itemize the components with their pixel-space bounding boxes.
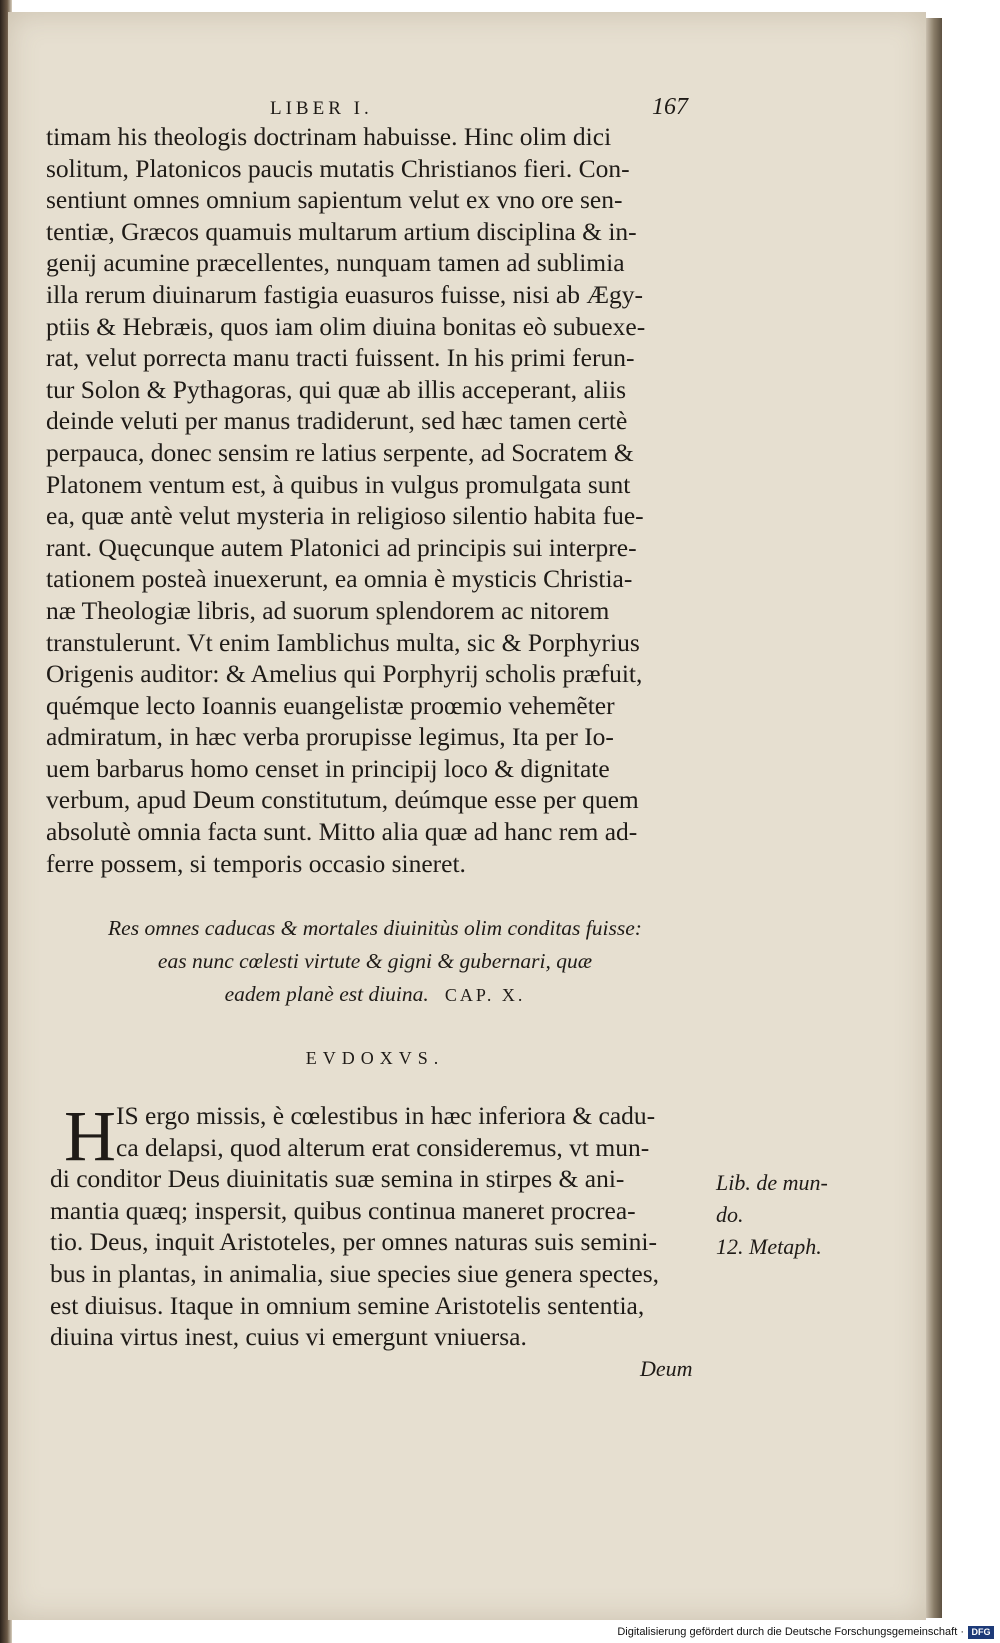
text-line: tationem posteà inuexerunt, ea omnia è mysticis Christia- (46, 564, 633, 594)
text-line: Platonem ventum est, à quibus in vulgus promulgata sunt (46, 469, 631, 499)
chapter-heading (60, 912, 690, 1012)
digitization-footer (617, 1623, 994, 1641)
text-line: rat, velut porrecta manu tracti fuissent. In his primi ferun- (46, 343, 635, 373)
text-line: diuina virtus inest, cuius vi emergunt vniuersa. (50, 1322, 527, 1352)
chapter-number: CAP. X. (444, 985, 526, 1005)
text-line: admiratum, in hæc verba prorupisse legimus, Ita per Io- (46, 722, 614, 752)
dfg-logo-icon: DFG (968, 1626, 994, 1639)
text-line: IS ergo missis, è cœlestibus in hæc inferiora & cadu- (116, 1101, 656, 1130)
marginal-note: Lib. de mun- (716, 1170, 828, 1195)
text-line: deinde veluti per manus tradiderunt, sed hæc tamen certè (46, 406, 628, 436)
text-line: est diuisus. Itaque in omnium semine Aristotelis sententia, (50, 1290, 645, 1320)
text-line: Origenis auditor: & Amelius qui Porphyrij scholis præfuit, (46, 659, 643, 689)
text-line: verbum, apud Deum constitutum, deúmque esse per quem (46, 785, 639, 815)
text-line: quémque lecto Ioannis euangelistæ proœmio vehemẽter (46, 690, 615, 720)
chapter-heading-line-text: eadem planè est diuina. (224, 982, 429, 1006)
text-line: sentiunt omnes omnium sapientum velut ex vno ore sen- (46, 185, 623, 215)
drop-capital: H (64, 1096, 116, 1176)
text-line: mantia quæq; inspersit, quibus continua maneret procrea- (50, 1195, 636, 1225)
text-line: tio. Deus, inquit Aristoteles, per omnes naturas suis semini- (50, 1227, 657, 1257)
text-line: næ Theologiæ libris, ad suorum splendorem ac nitorem (46, 595, 610, 625)
text-line: ea, quæ antè velut mysteria in religioso silentio habita fue- (46, 501, 644, 531)
text-line: illa rerum diuinarum fastigia euasuros fuisse, nisi ab Ægy- (46, 279, 643, 309)
marginal-note: do. (716, 1202, 744, 1227)
page-edge (926, 18, 942, 1618)
text-line: tur Solon & Pythagoras, qui quæ ab illis acceperant, aliis (46, 374, 627, 404)
main-text-block (46, 121, 706, 879)
text-line: ferre possem, si temporis occasio sineret. (46, 848, 466, 878)
text-line: tentiæ, Græcos quamuis multarum artium disciplina & in- (46, 216, 637, 246)
text-line: rant. Quęcunque autem Platonici ad principis sui interpre- (46, 532, 637, 562)
text-line: di conditor Deus diuinitatis suæ semina in stirpes & ani- (50, 1164, 625, 1194)
section-text-block (50, 1096, 710, 1353)
text-line: ca delapsi, quod alterum erat consideremus, vt mun- (116, 1132, 650, 1162)
text-line: solitum, Platonicos paucis mutatis Christianos fieri. Con- (46, 153, 630, 183)
running-head-title: LIBER I. (270, 98, 373, 119)
speaker-name: EVDOXVS. (305, 1048, 445, 1068)
page-number: 167 (652, 94, 688, 120)
text-line: bus in plantas, in animalia, siue species siue genera spectes, (50, 1258, 659, 1288)
marginal-note: 12. Metaph. (716, 1234, 822, 1259)
catchword: Deum (640, 1356, 693, 1381)
text-line: uem barbarus homo censet in principij loco & dignitate (46, 753, 610, 783)
footer-text: Digitalisierung gefördert durch die Deutsche Forschungsgemeinschaft · (617, 1626, 964, 1638)
chapter-heading-line (60, 978, 690, 1012)
chapter-heading-line: eas nunc cœlesti virtute & gigni & gubernari, quæ (157, 949, 593, 973)
text-line: absolutè omnia facta sunt. Mitto alia quæ ad hanc rem ad- (46, 817, 638, 847)
text-line: timam his theologis doctrinam habuisse. Hinc olim dici (46, 122, 612, 151)
text-line: ptiis & Hebræis, quos iam olim diuina bonitas eò subuexe- (46, 311, 646, 341)
chapter-heading-line: Res omnes caducas & mortales diuinitùs olim conditas fuisse: (108, 916, 642, 940)
text-line: perpauca, donec sensim re latius serpente, ad Socratem & (46, 437, 634, 467)
text-line: genij acumine præcellentes, nunquam tamen ad sublimia (46, 248, 625, 278)
text-line: transtulerunt. Vt enim Iamblichus multa, sic & Porphyrius (46, 627, 640, 657)
